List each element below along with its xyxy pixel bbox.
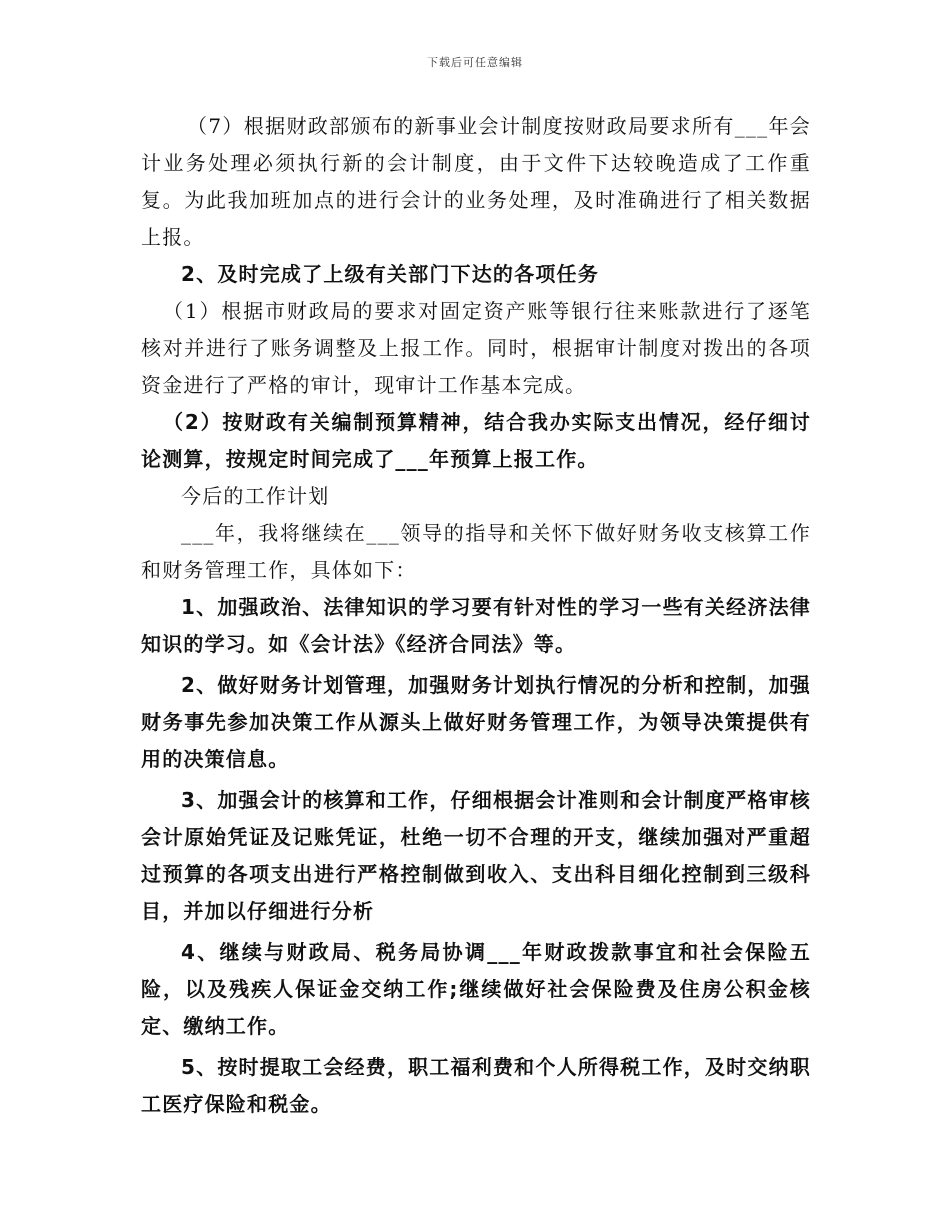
plan-item-5: 5、按时提取工会经费，职工福利费和个人所得税工作，及时交纳职工医疗保险和税金。 [141,1055,811,1116]
paragraph-plan-intro: ___年，我将继续在___领导的指导和关怀下做好财务收支核算工作和财务管理工作，具体如下： [141,521,811,582]
section-heading-2: 2、及时完成了上级有关部门下达的各项任务 [181,262,599,286]
section-heading-plan: 今后的工作计划 [181,484,330,508]
paragraph-item-7: （7）根据财政部颁布的新事业会计制度按财政局要求所有___年会计业务处理必须执行新的会计制度，由于文件下达较晚造成了工作重复。为此我加班加点的进行会计的业务处理，及时准确进行了相关数据上报。 [141,114,811,249]
paragraph-item-2: （2）按财政有关编制预算精神，结合我办实际支出情况，经仔细讨论测算，按规定时间完成了___年预算上报工作。 [141,410,811,471]
plan-item-1: 1、加强政治、法律知识的学习要有针对性的学习一些有关经济法律知识的学习。如《会计法》《经济合同法》等。 [141,595,811,656]
paragraph-item-1: （1）根据市财政局的要求对固定资产账等银行往来账款进行了逐笔核对并进行了账务调整及上报工作。同时，根据审计制度对拨出的各项资金进行了严格的审计，现审计工作基本完成。 [141,299,811,397]
plan-item-4: 4、继续与财政局、税务局协调___年财政拨款事宜和社会保险五险，以及残疾人保证金交纳工作;继续做好社会保险费及住房公积金核定、缴纳工作。 [141,940,811,1038]
page-header: 下载后可任意编辑 [427,56,523,69]
plan-item-2: 2、做好财务计划管理，加强财务计划执行情况的分析和控制，加强财务事先参加决策工作从源头上做好财务管理工作，为领导决策提供有用的决策信息。 [141,673,811,771]
plan-item-3: 3、加强会计的核算和工作，仔细根据会计准则和会计制度严格审核会计原始凭证及记账凭证，杜绝一切不合理的开支，继续加强对严重超过预算的各项支出进行严格控制做到收入、支出科目细化控制到三级科目，并加以仔细进行分析 [141,788,811,923]
document-body [141,108,811,1123]
